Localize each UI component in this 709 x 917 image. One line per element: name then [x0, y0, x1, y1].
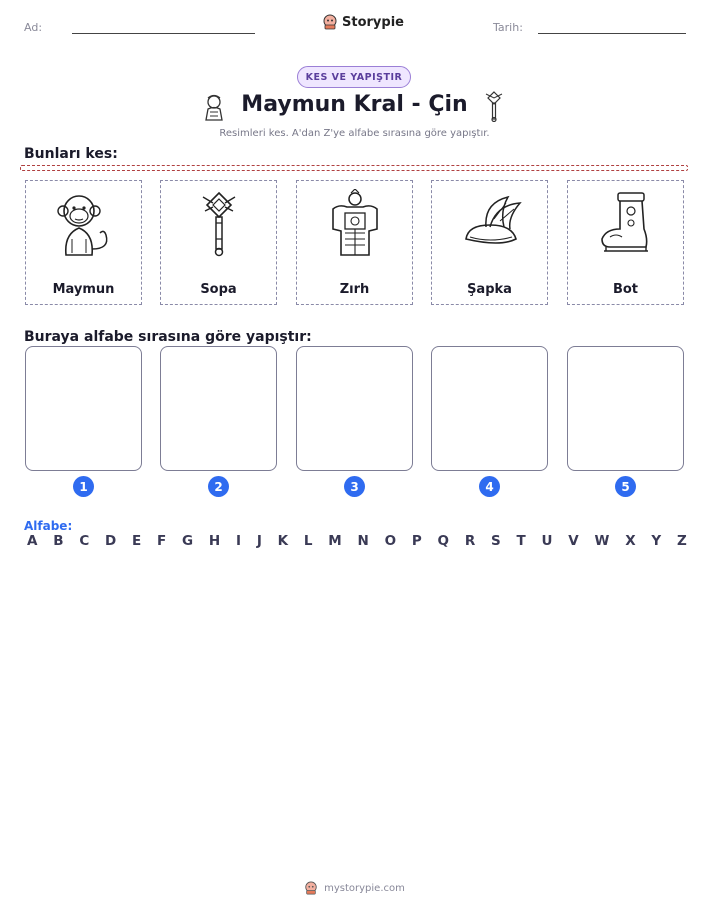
alphabet-letter: S: [491, 533, 501, 549]
paste-box-3[interactable]: [296, 346, 413, 471]
alphabet-letter: L: [303, 533, 313, 549]
alphabet-letter: O: [384, 533, 397, 549]
card-label: Maymun: [52, 282, 115, 297]
date-label: Tarih:: [493, 21, 523, 34]
footer-site-link[interactable]: mystorypie.com: [324, 882, 405, 894]
page-title: Maymun Kral - Çin: [241, 92, 468, 117]
position-number: 3: [344, 476, 365, 497]
paste-box-1[interactable]: [25, 346, 142, 471]
alphabet-letter: G: [182, 533, 194, 549]
cut-heading: Bunları kes:: [24, 146, 118, 162]
cut-card-boot[interactable]: [567, 180, 684, 305]
alphabet-letter: Q: [437, 533, 450, 549]
paste-heading: Buraya alfabe sırasına göre yapıştır:: [24, 329, 312, 345]
alphabet-row: [27, 533, 687, 549]
alphabet-letter: C: [79, 533, 90, 549]
position-number: 4: [479, 476, 500, 497]
storypie-logo-icon: [304, 881, 318, 895]
alphabet-letter: J: [256, 533, 262, 549]
alphabet-letter: V: [568, 533, 579, 549]
alphabet-letter: U: [541, 533, 553, 549]
boot-icon: [596, 189, 656, 257]
card-label: Sopa: [200, 282, 237, 297]
alphabet-letter: Y: [651, 533, 662, 549]
footer: [0, 881, 709, 895]
position-number: 2: [208, 476, 229, 497]
alphabet-letter: X: [625, 533, 636, 549]
alphabet-heading: Alfabe:: [24, 519, 73, 533]
storypie-logo-icon: [322, 14, 338, 30]
card-label: Şapka: [467, 282, 512, 297]
alphabet-letter: T: [516, 533, 526, 549]
alphabet-letter: D: [105, 533, 117, 549]
position-number: 1: [73, 476, 94, 497]
brand-name: Storypie: [342, 14, 404, 30]
alphabet-letter: K: [277, 533, 289, 549]
name-label: Ad:: [24, 21, 43, 34]
alphabet-letter: E: [132, 533, 142, 549]
card-label: Bot: [612, 282, 639, 297]
alphabet-letter: P: [411, 533, 422, 549]
cut-card-armor[interactable]: [296, 180, 413, 305]
alphabet-letter: I: [236, 533, 242, 549]
cut-card-monkey[interactable]: [25, 180, 142, 305]
card-label: Zırh: [339, 282, 370, 297]
alphabet-letter: B: [53, 533, 64, 549]
paste-box-2[interactable]: [160, 346, 277, 471]
alphabet-letter: R: [464, 533, 476, 549]
golden-staff-icon: [483, 90, 505, 122]
cut-line: [20, 165, 688, 171]
alphabet-letter: H: [208, 533, 221, 549]
cut-card-hat[interactable]: [431, 180, 548, 305]
monkey-icon: [54, 189, 114, 257]
alphabet-letter: N: [357, 533, 369, 549]
paste-box-4[interactable]: [431, 346, 548, 471]
alphabet-letter: M: [328, 533, 342, 549]
date-line[interactable]: [538, 33, 686, 34]
hat-icon: [460, 189, 524, 257]
position-number: 5: [615, 476, 636, 497]
brand-logo: [322, 14, 404, 30]
alphabet-letter: A: [27, 533, 38, 549]
alphabet-letter: W: [594, 533, 610, 549]
armor-icon: [325, 189, 385, 257]
cut-card-staff[interactable]: [160, 180, 277, 305]
alphabet-letter: Z: [676, 533, 687, 549]
name-line[interactable]: [72, 33, 255, 34]
alphabet-letter: F: [157, 533, 167, 549]
staff-icon: [189, 189, 249, 257]
activity-badge: KES VE YAPIŞTIR: [297, 66, 411, 88]
paste-box-5[interactable]: [567, 346, 684, 471]
instructions: Resimleri kes. A'dan Z'ye alfabe sırasına göre yapıştır.: [219, 128, 490, 139]
